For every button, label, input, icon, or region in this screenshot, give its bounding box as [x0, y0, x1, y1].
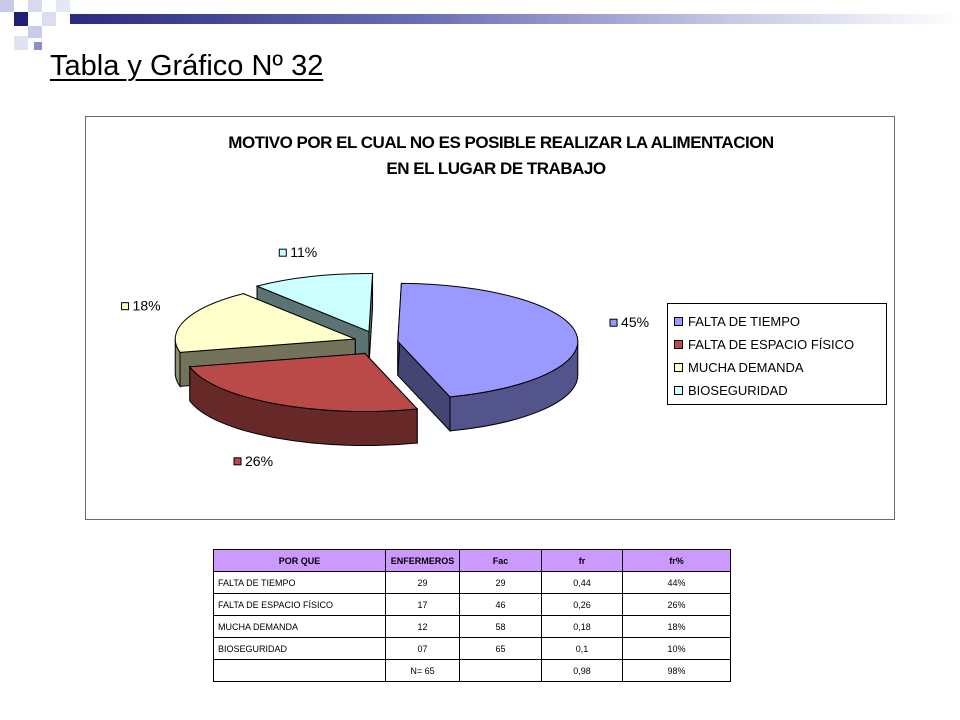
table-cell: 10% — [623, 638, 731, 660]
column-header: fr — [542, 550, 623, 572]
table-cell: 29 — [386, 572, 460, 594]
data-label-text: 45% — [621, 314, 650, 331]
data-label-text: 11% — [290, 244, 318, 261]
table-cell: 18% — [623, 616, 731, 638]
legend-label: BIOSEGURIDAD — [688, 383, 788, 398]
column-header: POR QUE — [214, 550, 386, 572]
table-cell: 65 — [460, 638, 542, 660]
table-cell: 0,18 — [542, 616, 623, 638]
legend-label: MUCHA DEMANDA — [688, 360, 804, 375]
table-cell: N= 65 — [386, 660, 460, 682]
decor-square-light-6 — [56, 0, 70, 12]
table-cell: FALTA DE TIEMPO — [214, 572, 386, 594]
legend-swatch — [674, 386, 683, 395]
table-row — [214, 594, 731, 616]
table-row — [214, 616, 731, 638]
data-label — [610, 314, 649, 330]
legend-swatch — [674, 363, 683, 372]
table-cell: 0,1 — [542, 638, 623, 660]
table-total-row — [214, 660, 731, 682]
table-cell — [460, 660, 542, 682]
page-title: Tabla y Gráfico Nº 32 — [50, 50, 324, 82]
legend-item — [668, 356, 886, 379]
table-cell: BIOSEGURIDAD — [214, 638, 386, 660]
chart-title-line-1: MOTIVO POR EL CUAL NO ES POSIBLE REALIZAR LA ALIMENTACION — [228, 133, 774, 152]
legend-item — [668, 310, 886, 333]
legend-label: FALTA DE ESPACIO FÍSICO — [688, 337, 855, 352]
legend-item — [668, 333, 886, 356]
decor-gradient-bar — [70, 14, 960, 24]
chart-legend — [667, 303, 887, 405]
table-cell: 0,44 — [542, 572, 623, 594]
table-cell: 0,98 — [542, 660, 623, 682]
data-table — [213, 549, 731, 682]
legend-item — [668, 379, 886, 402]
column-header: Fac — [460, 550, 542, 572]
data-label-swatch — [279, 249, 286, 256]
table-cell: 0,26 — [542, 594, 623, 616]
table-cell: 12 — [386, 616, 460, 638]
data-label — [279, 244, 317, 260]
column-header: fr% — [623, 550, 731, 572]
legend-swatch — [674, 340, 683, 349]
table-cell: 46 — [460, 594, 542, 616]
data-label-swatch — [234, 458, 241, 465]
decor-square-light-5 — [14, 36, 28, 50]
table-row — [214, 638, 731, 660]
data-label-text: 26% — [245, 452, 274, 469]
decor-square-light-4 — [28, 26, 42, 38]
decor-square-light-2 — [28, 0, 42, 12]
table-cell: 07 — [386, 638, 460, 660]
table-cell: 17 — [386, 594, 460, 616]
table-header-row — [214, 550, 731, 572]
table-cell: FALTA DE ESPACIO FÍSICO — [214, 594, 386, 616]
chart-area — [85, 116, 895, 520]
table-cell: 58 — [460, 616, 542, 638]
table-cell: 98% — [623, 660, 731, 682]
chart-title-line-2: EN EL LUGAR DE TRABAJO — [386, 159, 606, 178]
data-label — [234, 453, 273, 469]
table-cell: 44% — [623, 572, 731, 594]
decor-square-light-3 — [42, 12, 56, 26]
column-header: ENFERMEROS — [386, 550, 460, 572]
table-cell — [214, 660, 386, 682]
data-label-swatch — [610, 319, 617, 326]
table-cell: 29 — [460, 572, 542, 594]
data-label-text: 18% — [132, 297, 161, 314]
table-cell: 26% — [623, 594, 731, 616]
decor-square-light-1 — [0, 0, 14, 12]
legend-swatch — [674, 317, 683, 326]
legend-label: FALTA DE TIEMPO — [688, 314, 800, 329]
decor-square-navy — [14, 12, 28, 26]
table-row — [214, 572, 731, 594]
table-cell: MUCHA DEMANDA — [214, 616, 386, 638]
decor-square-navy-2 — [34, 42, 42, 50]
data-label — [122, 298, 161, 314]
data-label-swatch — [122, 303, 129, 310]
